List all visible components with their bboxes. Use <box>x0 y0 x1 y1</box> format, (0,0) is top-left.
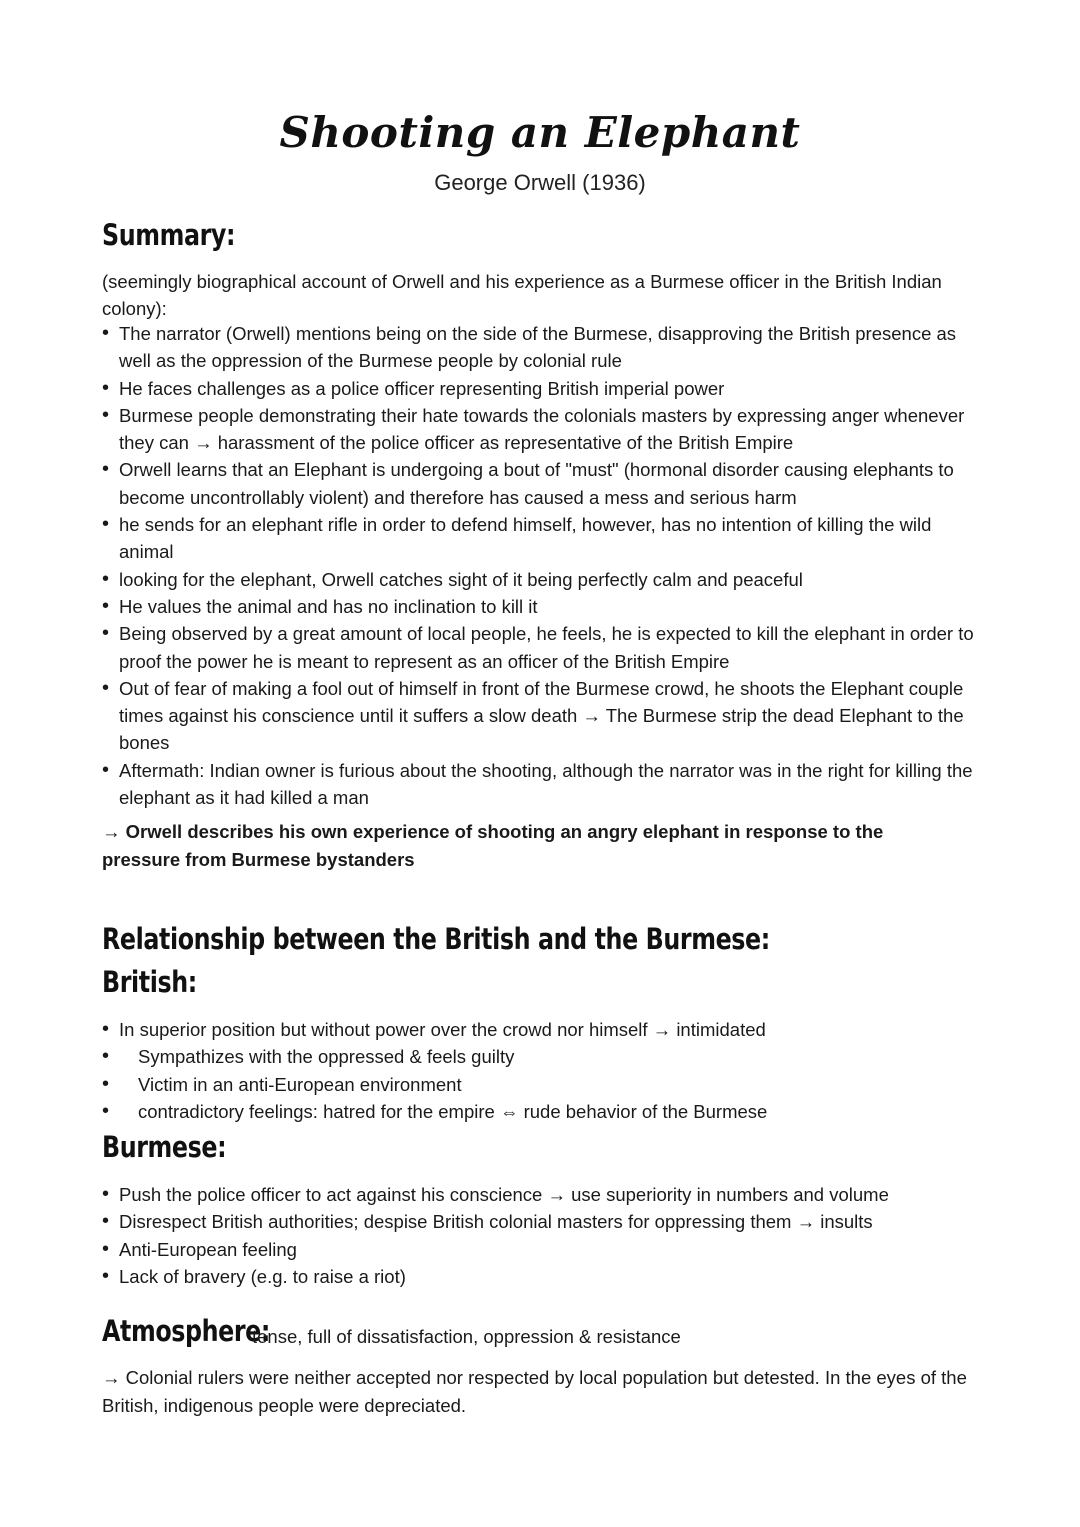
atmosphere-text: tense, full of dissatisfaction, oppression & resistance <box>252 1326 681 1347</box>
list-item: • He faces challenges as a police officer representing British imperial power <box>102 375 977 402</box>
document-title: Shooting an Elephant <box>279 108 801 157</box>
list-item: • contradictory feelings: hatred for the empire ⇔ rude behavior of the Burmese <box>102 1098 977 1125</box>
atmosphere-row <box>102 1314 681 1348</box>
atmosphere-note: → Colonial rulers were neither accepted nor respected by local population but detested. In the eyes of the British, indigenous people were depreciated. <box>102 1367 967 1416</box>
summary-conclusion: → Orwell describes his own experience of shooting an angry elephant in response to the pressure from Burmese bystanders <box>102 821 884 870</box>
summary-list <box>102 320 977 811</box>
document-subtitle: George Orwell (1936) <box>434 170 646 195</box>
list-item: • In superior position but without power over the crowd nor himself → intimidated <box>102 1016 977 1043</box>
list-item: • He values the animal and has no inclination to kill it <box>102 593 977 620</box>
list-item: • Orwell learns that an Elephant is undergoing a bout of "must" (hormonal disorder causing elephants to become uncontrollably violent) and therefore has caused a mess and serious harm <box>102 456 977 511</box>
list-item: • Aftermath: Indian owner is furious about the shooting, although the narrator was in the right for killing the elephant as it had killed a man <box>102 757 977 812</box>
relationship-heading: Relationship between the British and the Burmese: <box>102 922 770 956</box>
burmese-heading: Burmese: <box>102 1130 227 1164</box>
british-list <box>102 1016 977 1125</box>
list-item: • Burmese people demonstrating their hate towards the colonials masters by expressing anger whenever they can → harassment of the police officer as representative of the British Empire <box>102 402 977 457</box>
atmosphere-heading: Atmosphere: <box>102 1314 270 1348</box>
summary-intro: (seemingly biographical account of Orwell and his experience as a Burmese officer in the British Indian colony): <box>102 271 942 319</box>
list-item: • Victim in an anti-European environment <box>102 1071 977 1098</box>
list-item: • Disrespect British authorities; despise British colonial masters for oppressing them → insults <box>102 1208 977 1235</box>
list-item: • Being observed by a great amount of local people, he feels, he is expected to kill the elephant in order to proof the power he is meant to represent as an officer of the British Empire <box>102 620 977 675</box>
list-item: • Out of fear of making a fool out of himself in front of the Burmese crowd, he shoots the Elephant couple times against his conscience until it suffers a slow death → The Burmese strip the dead Elephant to the bones <box>102 675 977 757</box>
list-item: • Push the police officer to act against his conscience → use superiority in numbers and volume <box>102 1181 977 1208</box>
burmese-list <box>102 1181 977 1290</box>
list-item: • he sends for an elephant rifle in order to defend himself, however, has no intention of killing the wild animal <box>102 511 977 566</box>
list-item: • The narrator (Orwell) mentions being on the side of the Burmese, disapproving the British presence as well as the oppression of the Burmese people by colonial rule <box>102 320 977 375</box>
british-heading: British: <box>102 965 197 999</box>
list-item: • Sympathizes with the oppressed & feels guilty <box>102 1043 977 1070</box>
summary-heading: Summary: <box>102 218 236 252</box>
list-item: • Lack of bravery (e.g. to raise a riot) <box>102 1263 977 1290</box>
list-item: • looking for the elephant, Orwell catches sight of it being perfectly calm and peaceful <box>102 566 977 593</box>
list-item: • Anti-European feeling <box>102 1236 977 1263</box>
